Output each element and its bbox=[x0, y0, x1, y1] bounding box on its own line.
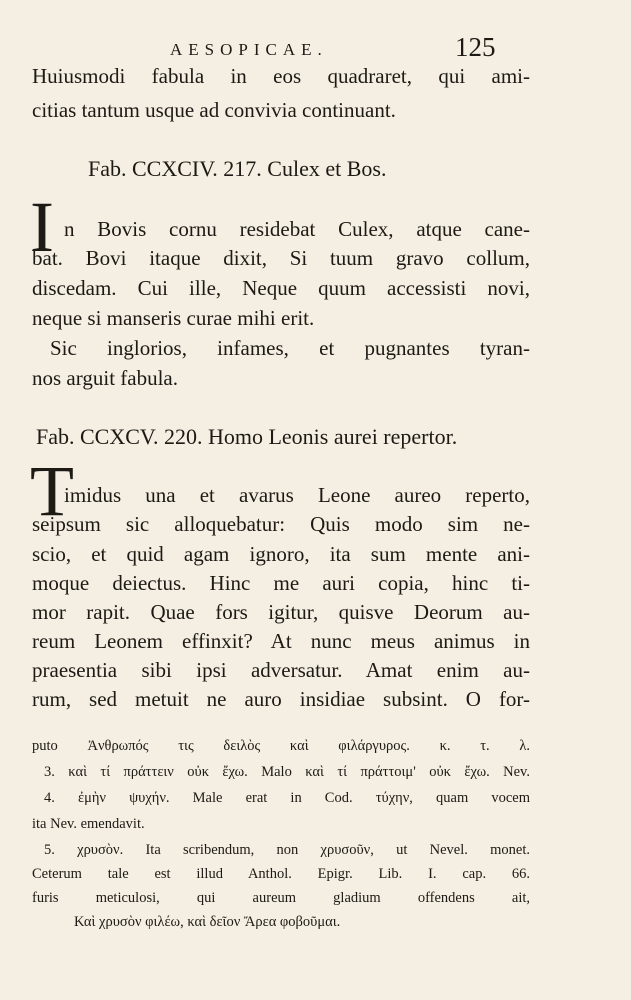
fable2-line-6: reum Leonem effinxit? At nunc meus animus in bbox=[32, 629, 530, 653]
fable2-line-8: rum, sed metuit ne auro insidiae subsint. O for- bbox=[32, 687, 530, 711]
fable1-line-4: neque si manseris curae mihi erit. bbox=[32, 306, 315, 330]
fable1-line-2: bat. Bovi itaque dixit, Si tuum gravo collum, bbox=[32, 246, 530, 270]
page-number: 125 bbox=[455, 32, 496, 62]
running-title: AESOPICAE. bbox=[170, 40, 328, 59]
footnote-line-8: Καὶ χρυσὸν φιλέω, καὶ δεῖον Ἄρεα φοβοῦμαι. bbox=[74, 914, 341, 930]
fable2-line-4: moque deiectus. Hinc me auri copia, hinc ti- bbox=[32, 571, 530, 595]
dropcap-T: T bbox=[30, 451, 74, 531]
carryover-line-2: citias tantum usque ad convivia continuant. bbox=[32, 98, 396, 122]
footnote-line-4: ita Nev. emendavit. bbox=[32, 816, 145, 832]
footnote-line-5: 5. χρυσὸν. Ita scribendum, non χρυσοῦν, ut Nevel. monet. bbox=[44, 842, 530, 858]
fable1-line-6: nos arguit fabula. bbox=[32, 366, 178, 390]
fable2-line-2: seipsum sic alloquebatur: Quis modo sim ne- bbox=[32, 512, 530, 536]
fable1-line-3: discedam. Cui ille, Neque quum accessisti novi, bbox=[32, 276, 530, 300]
carryover-line-1: Huiusmodi fabula in eos quadraret, qui ami- bbox=[32, 64, 530, 88]
fable2-line-7: praesentia sibi ipsi adversatur. Amat enim au- bbox=[32, 658, 530, 682]
footnote-line-2: 3. καὶ τί πράττειν οὐκ ἔχω. Malo καὶ τί πράττοιμ' οὐκ ἔχω. Nev. bbox=[44, 764, 530, 780]
fable2-line-1: imidus una et avarus Leone aureo reperto, bbox=[64, 483, 530, 507]
fable-heading-295: Fab. CCXCV. 220. Homo Leonis aurei repertor. bbox=[36, 424, 458, 449]
fable1-line-5: Sic inglorios, infames, et pugnantes tyran- bbox=[50, 336, 530, 360]
footnote-line-3: 4. ἐμὴν ψυχήν. Male erat in Cod. τύχην, quam vocem bbox=[44, 790, 530, 806]
footnote-line-1: puto Ἀνθρωπός τις δειλὸς καὶ φιλάργυρος. κ. τ. λ. bbox=[32, 738, 530, 754]
dropcap-I: I bbox=[30, 187, 54, 267]
fable2-line-5: mor rapit. Quae fors igitur, quisve Deorum au- bbox=[32, 600, 530, 624]
fable1-line-1: n Bovis cornu residebat Culex, atque cane- bbox=[64, 217, 530, 241]
fable-heading-294: Fab. CCXCIV. 217. Culex et Bos. bbox=[88, 156, 387, 181]
footnote-line-6: Ceterum tale est illud Anthol. Epigr. Lib. I. cap. 66. bbox=[32, 866, 530, 882]
footnote-line-7: furis meticulosi, qui aureum gladium offendens ait, bbox=[32, 890, 530, 906]
fable2-line-3: scio, et quid agam ignoro, ita sum mente ani- bbox=[32, 542, 530, 566]
